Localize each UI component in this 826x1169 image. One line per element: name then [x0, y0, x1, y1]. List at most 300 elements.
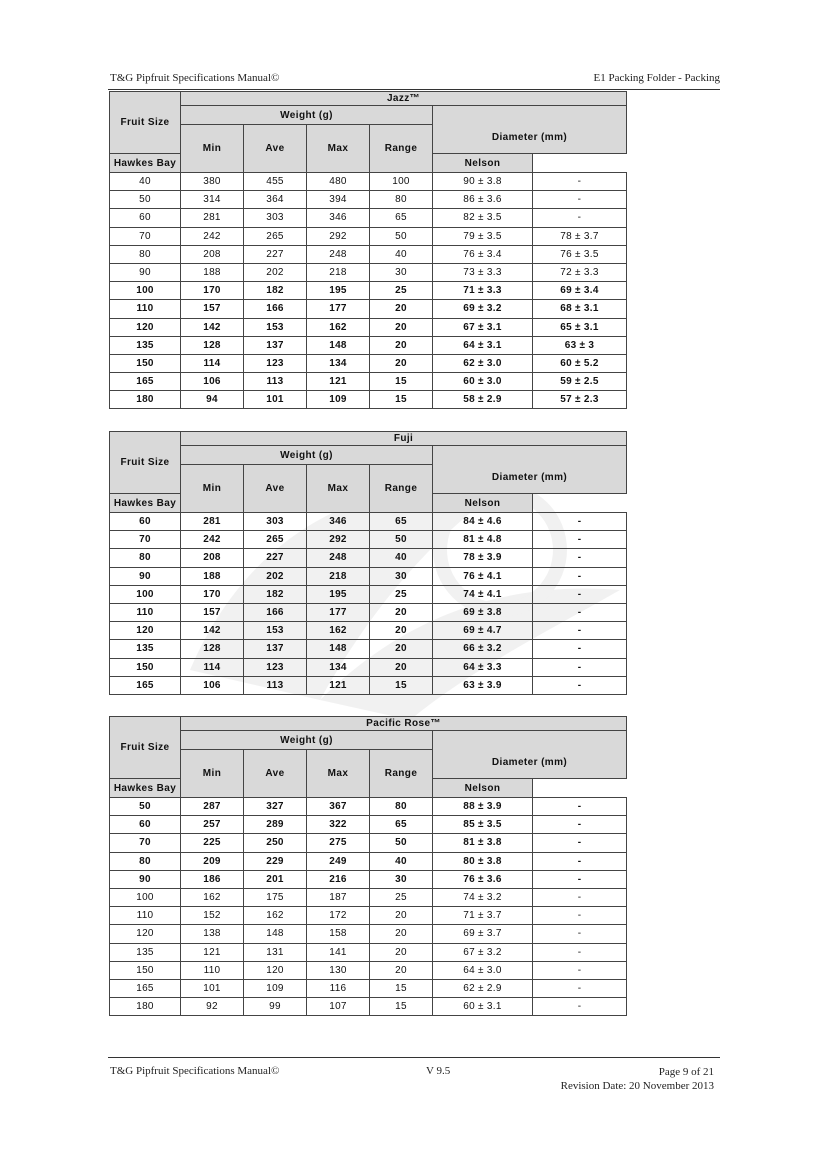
- max-header: Max: [307, 465, 370, 513]
- fruit-size-cell: 180: [110, 391, 181, 409]
- range-cell: 20: [370, 907, 433, 925]
- range-cell: 30: [370, 870, 433, 888]
- fruit-size-cell: 70: [110, 531, 181, 549]
- ave-cell: 137: [244, 640, 307, 658]
- max-cell: 109: [307, 391, 370, 409]
- max-cell: 121: [307, 373, 370, 391]
- hawkes-bay-cell: 71 ± 3.7: [433, 907, 533, 925]
- range-cell: 40: [370, 852, 433, 870]
- nelson-cell: -: [533, 513, 627, 531]
- min-header: Min: [181, 465, 244, 513]
- nelson-cell: -: [533, 907, 627, 925]
- table-row: [110, 567, 627, 585]
- min-cell: 170: [181, 282, 244, 300]
- range-cell: 20: [370, 622, 433, 640]
- hawkes-bay-cell: 62 ± 2.9: [433, 979, 533, 997]
- min-header: Min: [181, 125, 244, 173]
- table-row: [110, 300, 627, 318]
- range-header: Range: [370, 125, 433, 173]
- fruit-size-cell: 60: [110, 816, 181, 834]
- nelson-cell: -: [533, 925, 627, 943]
- table-row: [110, 209, 627, 227]
- ave-cell: 166: [244, 603, 307, 621]
- header-section: E1 Packing Folder - Packing: [593, 72, 720, 84]
- fruit-size-cell: 50: [110, 798, 181, 816]
- nelson-cell: -: [533, 979, 627, 997]
- hawkes-bay-cell: 81 ± 4.8: [433, 531, 533, 549]
- ave-header: Ave: [244, 125, 307, 173]
- hawkes-bay-cell: 85 ± 3.5: [433, 816, 533, 834]
- footer-page-number: Page 9 of 21: [658, 1066, 714, 1078]
- min-cell: 242: [181, 531, 244, 549]
- hawkes-bay-cell: 69 ± 3.8: [433, 603, 533, 621]
- nelson-cell: -: [533, 943, 627, 961]
- hawkes-bay-cell: 76 ± 3.6: [433, 870, 533, 888]
- ave-cell: 166: [244, 300, 307, 318]
- table-row: [110, 603, 627, 621]
- hawkes-bay-cell: 81 ± 3.8: [433, 834, 533, 852]
- min-cell: 94: [181, 391, 244, 409]
- range-cell: 50: [370, 227, 433, 245]
- nelson-cell: 76 ± 3.5: [533, 245, 627, 263]
- range-cell: 15: [370, 979, 433, 997]
- fruit-size-cell: 90: [110, 870, 181, 888]
- ave-cell: 265: [244, 227, 307, 245]
- max-cell: 218: [307, 567, 370, 585]
- fruit-size-cell: 90: [110, 263, 181, 281]
- fruit-size-cell: 135: [110, 336, 181, 354]
- max-cell: 158: [307, 925, 370, 943]
- nelson-cell: -: [533, 603, 627, 621]
- min-cell: 142: [181, 318, 244, 336]
- footer-page-info: [561, 1065, 714, 1093]
- range-cell: 20: [370, 961, 433, 979]
- table-row: [110, 961, 627, 979]
- hawkes-bay-cell: 67 ± 3.1: [433, 318, 533, 336]
- table-row: [110, 676, 627, 694]
- min-cell: 380: [181, 173, 244, 191]
- hawkes-bay-cell: 76 ± 4.1: [433, 567, 533, 585]
- max-cell: 195: [307, 585, 370, 603]
- max-cell: 322: [307, 816, 370, 834]
- ave-cell: 148: [244, 925, 307, 943]
- ave-header: Ave: [244, 465, 307, 513]
- range-header: Range: [370, 750, 433, 798]
- header-title: T&G Pipfruit Specifications Manual©: [110, 72, 280, 84]
- nelson-cell: -: [533, 191, 627, 209]
- ave-cell: 101: [244, 391, 307, 409]
- max-cell: 107: [307, 998, 370, 1016]
- min-cell: 138: [181, 925, 244, 943]
- hawkes-bay-cell: 62 ± 3.0: [433, 354, 533, 372]
- footer-divider: [108, 1057, 720, 1058]
- table-row: [110, 227, 627, 245]
- range-cell: 20: [370, 336, 433, 354]
- hawkes-bay-cell: 69 ± 3.7: [433, 925, 533, 943]
- diameter-header: Diameter (mm): [433, 106, 627, 154]
- spec-table-1: [109, 91, 627, 409]
- nelson-cell: -: [533, 531, 627, 549]
- table-row: [110, 282, 627, 300]
- nelson-cell: 68 ± 3.1: [533, 300, 627, 318]
- table-row: [110, 549, 627, 567]
- ave-cell: 153: [244, 622, 307, 640]
- nelson-cell: 63 ± 3: [533, 336, 627, 354]
- table-row: [110, 640, 627, 658]
- hawkes-bay-cell: 66 ± 3.2: [433, 640, 533, 658]
- table-row: [110, 907, 627, 925]
- hawkes-bay-cell: 73 ± 3.3: [433, 263, 533, 281]
- fruit-size-cell: 110: [110, 300, 181, 318]
- fruit-size-cell: 150: [110, 658, 181, 676]
- table-row: [110, 816, 627, 834]
- nelson-cell: -: [533, 173, 627, 191]
- min-cell: 281: [181, 513, 244, 531]
- fruit-size-cell: 40: [110, 173, 181, 191]
- ave-cell: 227: [244, 245, 307, 263]
- fruit-size-cell: 165: [110, 373, 181, 391]
- hawkes-bay-cell: 90 ± 3.8: [433, 173, 533, 191]
- fruit-size-cell: 100: [110, 585, 181, 603]
- min-cell: 106: [181, 676, 244, 694]
- nelson-cell: 72 ± 3.3: [533, 263, 627, 281]
- ave-cell: 162: [244, 907, 307, 925]
- table-row: [110, 531, 627, 549]
- table-row: [110, 852, 627, 870]
- min-cell: 128: [181, 640, 244, 658]
- min-cell: 281: [181, 209, 244, 227]
- table-body: [110, 513, 627, 695]
- hawkes-bay-header: Hawkes Bay: [110, 494, 181, 513]
- min-cell: 209: [181, 852, 244, 870]
- min-cell: 208: [181, 245, 244, 263]
- table-row: [110, 998, 627, 1016]
- hawkes-bay-cell: 74 ± 3.2: [433, 888, 533, 906]
- table-row: [110, 622, 627, 640]
- range-cell: 50: [370, 834, 433, 852]
- table-body: [110, 173, 627, 409]
- ave-cell: 227: [244, 549, 307, 567]
- weight-header: Weight (g): [181, 106, 433, 125]
- ave-cell: 175: [244, 888, 307, 906]
- fruit-size-cell: 150: [110, 354, 181, 372]
- fruit-size-cell: 60: [110, 513, 181, 531]
- fruit-size-cell: 70: [110, 834, 181, 852]
- min-cell: 188: [181, 567, 244, 585]
- hawkes-bay-cell: 71 ± 3.3: [433, 282, 533, 300]
- max-cell: 134: [307, 354, 370, 372]
- nelson-cell: -: [533, 852, 627, 870]
- hawkes-bay-cell: 58 ± 2.9: [433, 391, 533, 409]
- table-row: [110, 943, 627, 961]
- max-cell: 292: [307, 227, 370, 245]
- fruit-size-cell: 165: [110, 676, 181, 694]
- table-row: [110, 834, 627, 852]
- range-cell: 20: [370, 943, 433, 961]
- variety-title: Fuji: [181, 432, 627, 446]
- fruit-size-header: Fruit Size: [110, 717, 181, 779]
- min-cell: 314: [181, 191, 244, 209]
- min-cell: 162: [181, 888, 244, 906]
- range-cell: 25: [370, 282, 433, 300]
- max-cell: 162: [307, 622, 370, 640]
- hawkes-bay-cell: 64 ± 3.0: [433, 961, 533, 979]
- max-cell: 292: [307, 531, 370, 549]
- min-cell: 92: [181, 998, 244, 1016]
- ave-cell: 120: [244, 961, 307, 979]
- max-cell: 218: [307, 263, 370, 281]
- range-cell: 80: [370, 191, 433, 209]
- fruit-size-cell: 90: [110, 567, 181, 585]
- nelson-cell: 60 ± 5.2: [533, 354, 627, 372]
- nelson-cell: -: [533, 640, 627, 658]
- nelson-cell: -: [533, 676, 627, 694]
- table-row: [110, 979, 627, 997]
- range-cell: 15: [370, 998, 433, 1016]
- weight-header: Weight (g): [181, 731, 433, 750]
- fruit-size-cell: 110: [110, 907, 181, 925]
- ave-cell: 265: [244, 531, 307, 549]
- table-row: [110, 336, 627, 354]
- table-row: [110, 173, 627, 191]
- max-cell: 141: [307, 943, 370, 961]
- fruit-size-cell: 50: [110, 191, 181, 209]
- range-cell: 20: [370, 603, 433, 621]
- spec-table-2: [109, 431, 627, 695]
- fruit-size-cell: 80: [110, 549, 181, 567]
- fruit-size-cell: 120: [110, 622, 181, 640]
- ave-cell: 229: [244, 852, 307, 870]
- range-cell: 100: [370, 173, 433, 191]
- nelson-cell: -: [533, 209, 627, 227]
- table-row: [110, 354, 627, 372]
- table-row: [110, 513, 627, 531]
- nelson-cell: 65 ± 3.1: [533, 318, 627, 336]
- hawkes-bay-cell: 82 ± 3.5: [433, 209, 533, 227]
- ave-cell: 131: [244, 943, 307, 961]
- max-cell: 275: [307, 834, 370, 852]
- hawkes-bay-cell: 80 ± 3.8: [433, 852, 533, 870]
- table-row: [110, 263, 627, 281]
- hawkes-bay-cell: 79 ± 3.5: [433, 227, 533, 245]
- hawkes-bay-cell: 64 ± 3.1: [433, 336, 533, 354]
- max-cell: 148: [307, 640, 370, 658]
- max-cell: 367: [307, 798, 370, 816]
- max-cell: 130: [307, 961, 370, 979]
- min-cell: 287: [181, 798, 244, 816]
- ave-header: Ave: [244, 750, 307, 798]
- max-cell: 346: [307, 209, 370, 227]
- min-cell: 152: [181, 907, 244, 925]
- max-cell: 134: [307, 658, 370, 676]
- hawkes-bay-cell: 64 ± 3.3: [433, 658, 533, 676]
- ave-cell: 113: [244, 373, 307, 391]
- table-row: [110, 925, 627, 943]
- min-cell: 114: [181, 658, 244, 676]
- fruit-size-cell: 150: [110, 961, 181, 979]
- max-cell: 216: [307, 870, 370, 888]
- nelson-cell: -: [533, 585, 627, 603]
- fruit-size-header: Fruit Size: [110, 432, 181, 494]
- hawkes-bay-header: Hawkes Bay: [110, 154, 181, 173]
- nelson-cell: -: [533, 888, 627, 906]
- range-cell: 65: [370, 209, 433, 227]
- min-cell: 242: [181, 227, 244, 245]
- table-row: [110, 870, 627, 888]
- hawkes-bay-cell: 60 ± 3.0: [433, 373, 533, 391]
- fruit-size-cell: 120: [110, 925, 181, 943]
- fruit-size-header: Fruit Size: [110, 92, 181, 154]
- hawkes-bay-cell: 76 ± 3.4: [433, 245, 533, 263]
- nelson-cell: -: [533, 870, 627, 888]
- range-cell: 20: [370, 300, 433, 318]
- max-cell: 480: [307, 173, 370, 191]
- ave-cell: 182: [244, 282, 307, 300]
- table-row: [110, 373, 627, 391]
- min-cell: 157: [181, 300, 244, 318]
- range-cell: 20: [370, 925, 433, 943]
- range-cell: 65: [370, 513, 433, 531]
- min-cell: 121: [181, 943, 244, 961]
- hawkes-bay-cell: 74 ± 4.1: [433, 585, 533, 603]
- max-cell: 248: [307, 549, 370, 567]
- range-cell: 40: [370, 549, 433, 567]
- hawkes-bay-header: Hawkes Bay: [110, 779, 181, 798]
- nelson-cell: -: [533, 622, 627, 640]
- range-cell: 25: [370, 585, 433, 603]
- min-cell: 188: [181, 263, 244, 281]
- spec-table-3: [109, 716, 627, 1016]
- min-cell: 186: [181, 870, 244, 888]
- fruit-size-cell: 135: [110, 943, 181, 961]
- weight-header: Weight (g): [181, 446, 433, 465]
- hawkes-bay-cell: 60 ± 3.1: [433, 998, 533, 1016]
- footer-revision-date: Revision Date: 20 November 2013: [560, 1080, 714, 1092]
- range-cell: 80: [370, 798, 433, 816]
- max-cell: 249: [307, 852, 370, 870]
- hawkes-bay-cell: 69 ± 4.7: [433, 622, 533, 640]
- ave-cell: 250: [244, 834, 307, 852]
- fruit-size-cell: 180: [110, 998, 181, 1016]
- range-cell: 20: [370, 658, 433, 676]
- ave-cell: 137: [244, 336, 307, 354]
- min-cell: 106: [181, 373, 244, 391]
- range-cell: 15: [370, 676, 433, 694]
- ave-cell: 123: [244, 354, 307, 372]
- hawkes-bay-cell: 86 ± 3.6: [433, 191, 533, 209]
- variety-title: Jazz™: [181, 92, 627, 106]
- footer-version: V 9.5: [426, 1065, 451, 1077]
- table-row: [110, 798, 627, 816]
- hawkes-bay-cell: 69 ± 3.2: [433, 300, 533, 318]
- fruit-size-cell: 135: [110, 640, 181, 658]
- max-header: Max: [307, 125, 370, 173]
- nelson-header: Nelson: [433, 494, 533, 513]
- range-cell: 15: [370, 391, 433, 409]
- range-cell: 20: [370, 640, 433, 658]
- nelson-cell: -: [533, 834, 627, 852]
- nelson-header: Nelson: [433, 154, 533, 173]
- max-cell: 177: [307, 300, 370, 318]
- range-cell: 25: [370, 888, 433, 906]
- fruit-size-cell: 70: [110, 227, 181, 245]
- range-cell: 40: [370, 245, 433, 263]
- max-cell: 121: [307, 676, 370, 694]
- fruit-size-cell: 165: [110, 979, 181, 997]
- nelson-cell: 57 ± 2.3: [533, 391, 627, 409]
- max-cell: 394: [307, 191, 370, 209]
- hawkes-bay-cell: 67 ± 3.2: [433, 943, 533, 961]
- nelson-cell: 59 ± 2.5: [533, 373, 627, 391]
- max-cell: 187: [307, 888, 370, 906]
- range-header: Range: [370, 465, 433, 513]
- fruit-size-cell: 60: [110, 209, 181, 227]
- hawkes-bay-cell: 84 ± 4.6: [433, 513, 533, 531]
- nelson-header: Nelson: [433, 779, 533, 798]
- variety-title: Pacific Rose™: [181, 717, 627, 731]
- diameter-header: Diameter (mm): [433, 446, 627, 494]
- range-cell: 15: [370, 373, 433, 391]
- min-cell: 101: [181, 979, 244, 997]
- ave-cell: 327: [244, 798, 307, 816]
- hawkes-bay-cell: 78 ± 3.9: [433, 549, 533, 567]
- nelson-cell: -: [533, 658, 627, 676]
- nelson-cell: 69 ± 3.4: [533, 282, 627, 300]
- ave-cell: 202: [244, 263, 307, 281]
- header-divider: [108, 89, 720, 90]
- ave-cell: 303: [244, 513, 307, 531]
- ave-cell: 109: [244, 979, 307, 997]
- nelson-cell: -: [533, 961, 627, 979]
- min-cell: 142: [181, 622, 244, 640]
- nelson-cell: -: [533, 816, 627, 834]
- table-row: [110, 585, 627, 603]
- max-cell: 116: [307, 979, 370, 997]
- footer-title: T&G Pipfruit Specifications Manual©: [110, 1065, 280, 1077]
- ave-cell: 113: [244, 676, 307, 694]
- fruit-size-cell: 80: [110, 852, 181, 870]
- ave-cell: 153: [244, 318, 307, 336]
- min-cell: 157: [181, 603, 244, 621]
- min-cell: 257: [181, 816, 244, 834]
- ave-cell: 123: [244, 658, 307, 676]
- nelson-cell: -: [533, 798, 627, 816]
- ave-cell: 289: [244, 816, 307, 834]
- range-cell: 20: [370, 354, 433, 372]
- range-cell: 65: [370, 816, 433, 834]
- diameter-header: Diameter (mm): [433, 731, 627, 779]
- fruit-size-cell: 100: [110, 888, 181, 906]
- hawkes-bay-cell: 63 ± 3.9: [433, 676, 533, 694]
- nelson-cell: -: [533, 567, 627, 585]
- range-cell: 30: [370, 263, 433, 281]
- table-row: [110, 191, 627, 209]
- table-body: [110, 798, 627, 1016]
- max-cell: 248: [307, 245, 370, 263]
- ave-cell: 202: [244, 567, 307, 585]
- max-cell: 195: [307, 282, 370, 300]
- ave-cell: 99: [244, 998, 307, 1016]
- min-cell: 110: [181, 961, 244, 979]
- table-row: [110, 391, 627, 409]
- range-cell: 30: [370, 567, 433, 585]
- ave-cell: 364: [244, 191, 307, 209]
- max-cell: 172: [307, 907, 370, 925]
- ave-cell: 201: [244, 870, 307, 888]
- table-row: [110, 318, 627, 336]
- min-cell: 128: [181, 336, 244, 354]
- table-row: [110, 888, 627, 906]
